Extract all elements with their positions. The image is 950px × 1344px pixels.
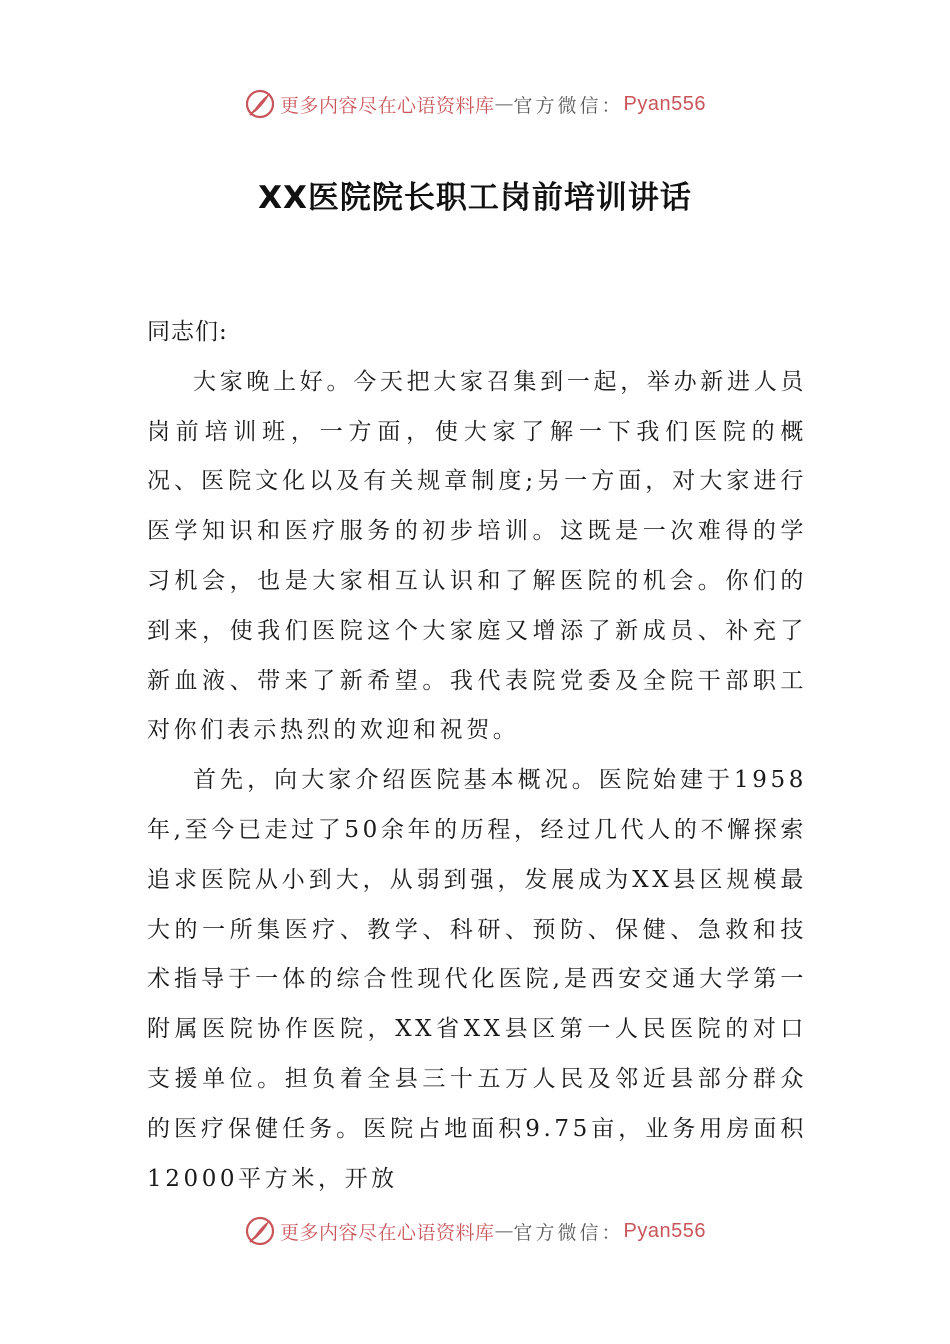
paragraph-welcome: 大家晚上好。今天把大家召集到一起，举办新进人员岗前培训班，一方面，使大家了解一下我们医院的概况、医院文化以及有关规章制度;另一方面，对大家进行医学知识和医疗服务的初步培训。这既是一次难得的学习机会，也是大家相互认识和了解医院的机会。你们的到来，使我们医院这个大家庭又增添了新成员、补充了新血液、带来了新希望。我代表院党委及全院干部职工对你们表示热烈的欢迎和祝贺。 <box>147 368 807 744</box>
greeting: 同志们: <box>147 319 228 345</box>
watermark-wechat-label: 官方微信： <box>513 1221 624 1244</box>
watermark-site-text: 更多内容尽在心语资料库 <box>280 1221 495 1244</box>
document-body <box>147 308 807 1204</box>
header-watermark <box>0 84 950 124</box>
quill-pen-logo-icon <box>244 1215 276 1247</box>
quill-pen-logo-icon <box>244 88 276 120</box>
watermark-dash: — <box>494 93 514 115</box>
watermark-site-text: 更多内容尽在心语资料库 <box>280 94 495 117</box>
watermark-dash: — <box>494 1220 514 1242</box>
footer-watermark <box>0 1211 950 1251</box>
watermark-wechat-id: Pyan556 <box>623 1219 706 1242</box>
paragraph-hospital-overview: 首先，向大家介绍医院基本概况。医院始建于1958年,至今已走过了50余年的历程，经过几代人的不懈探索追求医院从小到大，从弱到强，发展成为XX县区规模最大的一所集医疗、教学、科研、预防、保健、急救和技术指导于一体的综合性现代化医院,是西安交通大学第一附属医院协作医院，XX省XX县区第一人民医院的对口支援单位。担负着全县三十五万人民及邻近县部分群众的医疗保健任务。医院占地面积9.75亩，业务用房面积12000平方米，开放 <box>147 767 807 1192</box>
document-title: XX医院院长职工岗前培训讲话 <box>258 180 692 216</box>
watermark-wechat-label: 官方微信： <box>513 94 624 117</box>
watermark-wechat-id: Pyan556 <box>623 92 706 115</box>
